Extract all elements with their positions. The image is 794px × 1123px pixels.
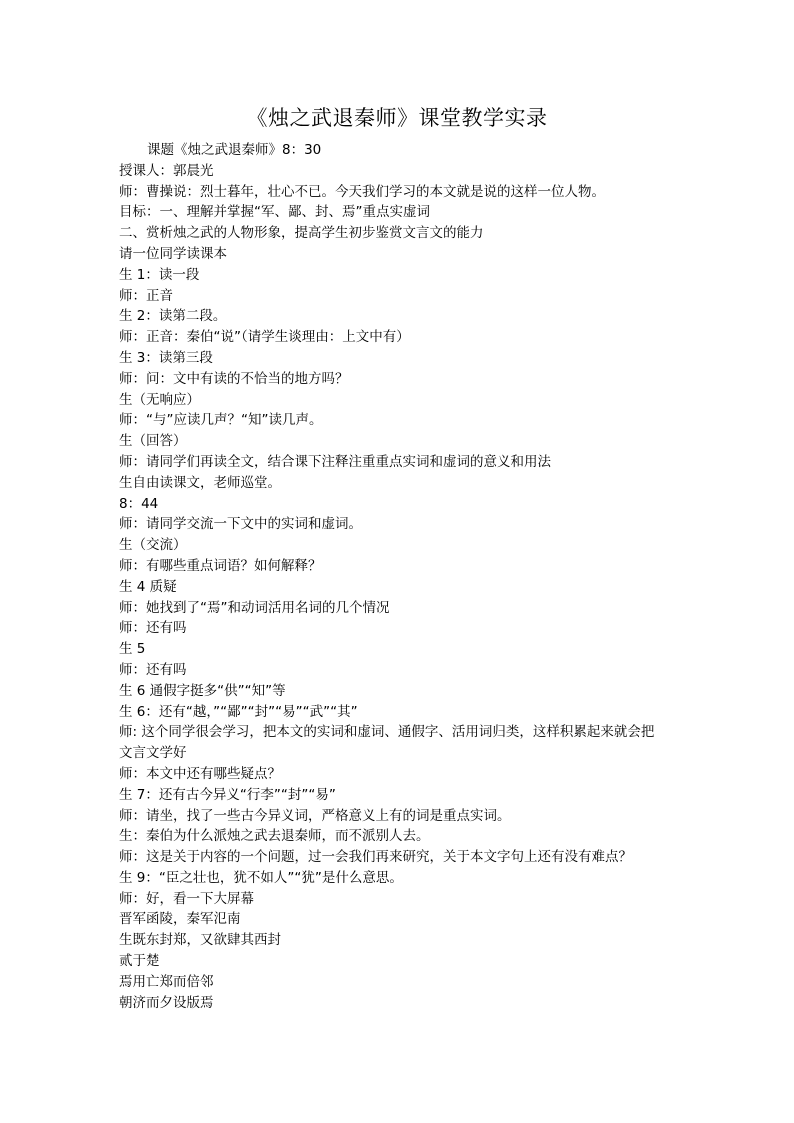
- text-line: 师：本文中还有哪些疑点？: [119, 765, 281, 782]
- text-line: 生 2：读第二段。: [119, 308, 227, 325]
- text-line: 生：秦伯为什么派烛之武去退秦师，而不派别人去。: [119, 828, 430, 845]
- document-title: 《烛之武退秦师》课堂教学实录: [246, 106, 548, 130]
- text-line: 师：曹操说：烈士暮年，壮心不已。今天我们学习的本文就是说的这样一位人物。: [119, 183, 605, 200]
- text-line: 生自由读课文，老师巡堂。: [119, 474, 281, 491]
- text-line: 8：44: [119, 495, 159, 512]
- text-line: 师：问：文中有读的不恰当的地方吗？: [119, 370, 349, 387]
- text-line: 师：请同学们再读全文，结合课下注释注重重点实词和虚词的意义和用法: [119, 453, 551, 470]
- document-body: [119, 140, 684, 1013]
- text-line: 生 6 通假字挺多“供”“知”等: [119, 682, 286, 699]
- text-line: 目标：一、理解并掌握“军、鄙、封、焉”重点实虚词: [119, 204, 430, 221]
- text-line: 师：这是关于内容的一个问题，过一会我们再来研究，关于本文字句上还有没有难点？: [119, 849, 632, 866]
- text-line: 授课人：郭晨光: [119, 162, 214, 179]
- text-line: 生 4 质疑: [119, 578, 177, 595]
- text-line: 课题《烛之武退秦师》8：30: [147, 142, 322, 158]
- text-line: 生 3：读第三段: [119, 349, 213, 366]
- text-line: 师：还有吗: [119, 620, 187, 637]
- text-line: 二、赏析烛之武的人物形象，提高学生初步鉴赏文言文的能力: [119, 225, 484, 242]
- text-line: 生 6：还有“越，”“鄙”“封”“易”“武”“其”: [119, 703, 358, 720]
- text-line: 师：正音: [119, 287, 173, 304]
- text-line: 生 9：“臣之壮也，犹不如人”“犹”是什么意思。: [119, 869, 403, 886]
- text-line: 师：还有吗: [119, 661, 187, 678]
- text-line: 焉用亡郑而倍邻: [119, 973, 214, 990]
- text-line: 师: 这个同学很会学习，把本文的实词和虚词、通假字、活用词归类，这样积累起来就会把: [119, 724, 655, 741]
- text-line: 师：请同学交流一下文中的实词和虚词。: [119, 516, 362, 533]
- text-line: 朝济而夕设版焉: [119, 994, 214, 1011]
- text-line: 师：请坐，找了一些古今异义词，严格意义上有的词是重点实词。: [119, 807, 511, 824]
- text-line: 晋军函陵，秦军氾南: [119, 911, 241, 928]
- text-line: 师：“与”应读几声？“知”读几声。: [119, 412, 323, 429]
- text-line: 生 1：读一段: [119, 266, 200, 283]
- text-line: 师：正音：秦伯“说”（请学生谈理由：上文中有）: [119, 329, 410, 346]
- text-line: 生（回答）: [119, 433, 187, 450]
- text-line: 师：她找到了“焉”和动词活用名词的几个情况: [119, 599, 390, 616]
- text-line: 生 5: [119, 641, 146, 658]
- text-line: 文言文学好: [119, 745, 187, 762]
- text-line: 师：好，看一下大屏幕: [119, 890, 254, 907]
- text-line: 生 7：还有古今异义“行李”“封”“易”: [119, 786, 336, 803]
- text-line: 贰于楚: [119, 953, 160, 970]
- text-line: 生（无响应）: [119, 391, 200, 408]
- text-line: 师：有哪些重点词语？如何解释？: [119, 557, 322, 574]
- text-line: 请一位同学读课本: [119, 245, 227, 262]
- text-line: 生（交流）: [119, 537, 187, 554]
- text-line: 生既东封郑，又欲肆其西封: [119, 932, 281, 949]
